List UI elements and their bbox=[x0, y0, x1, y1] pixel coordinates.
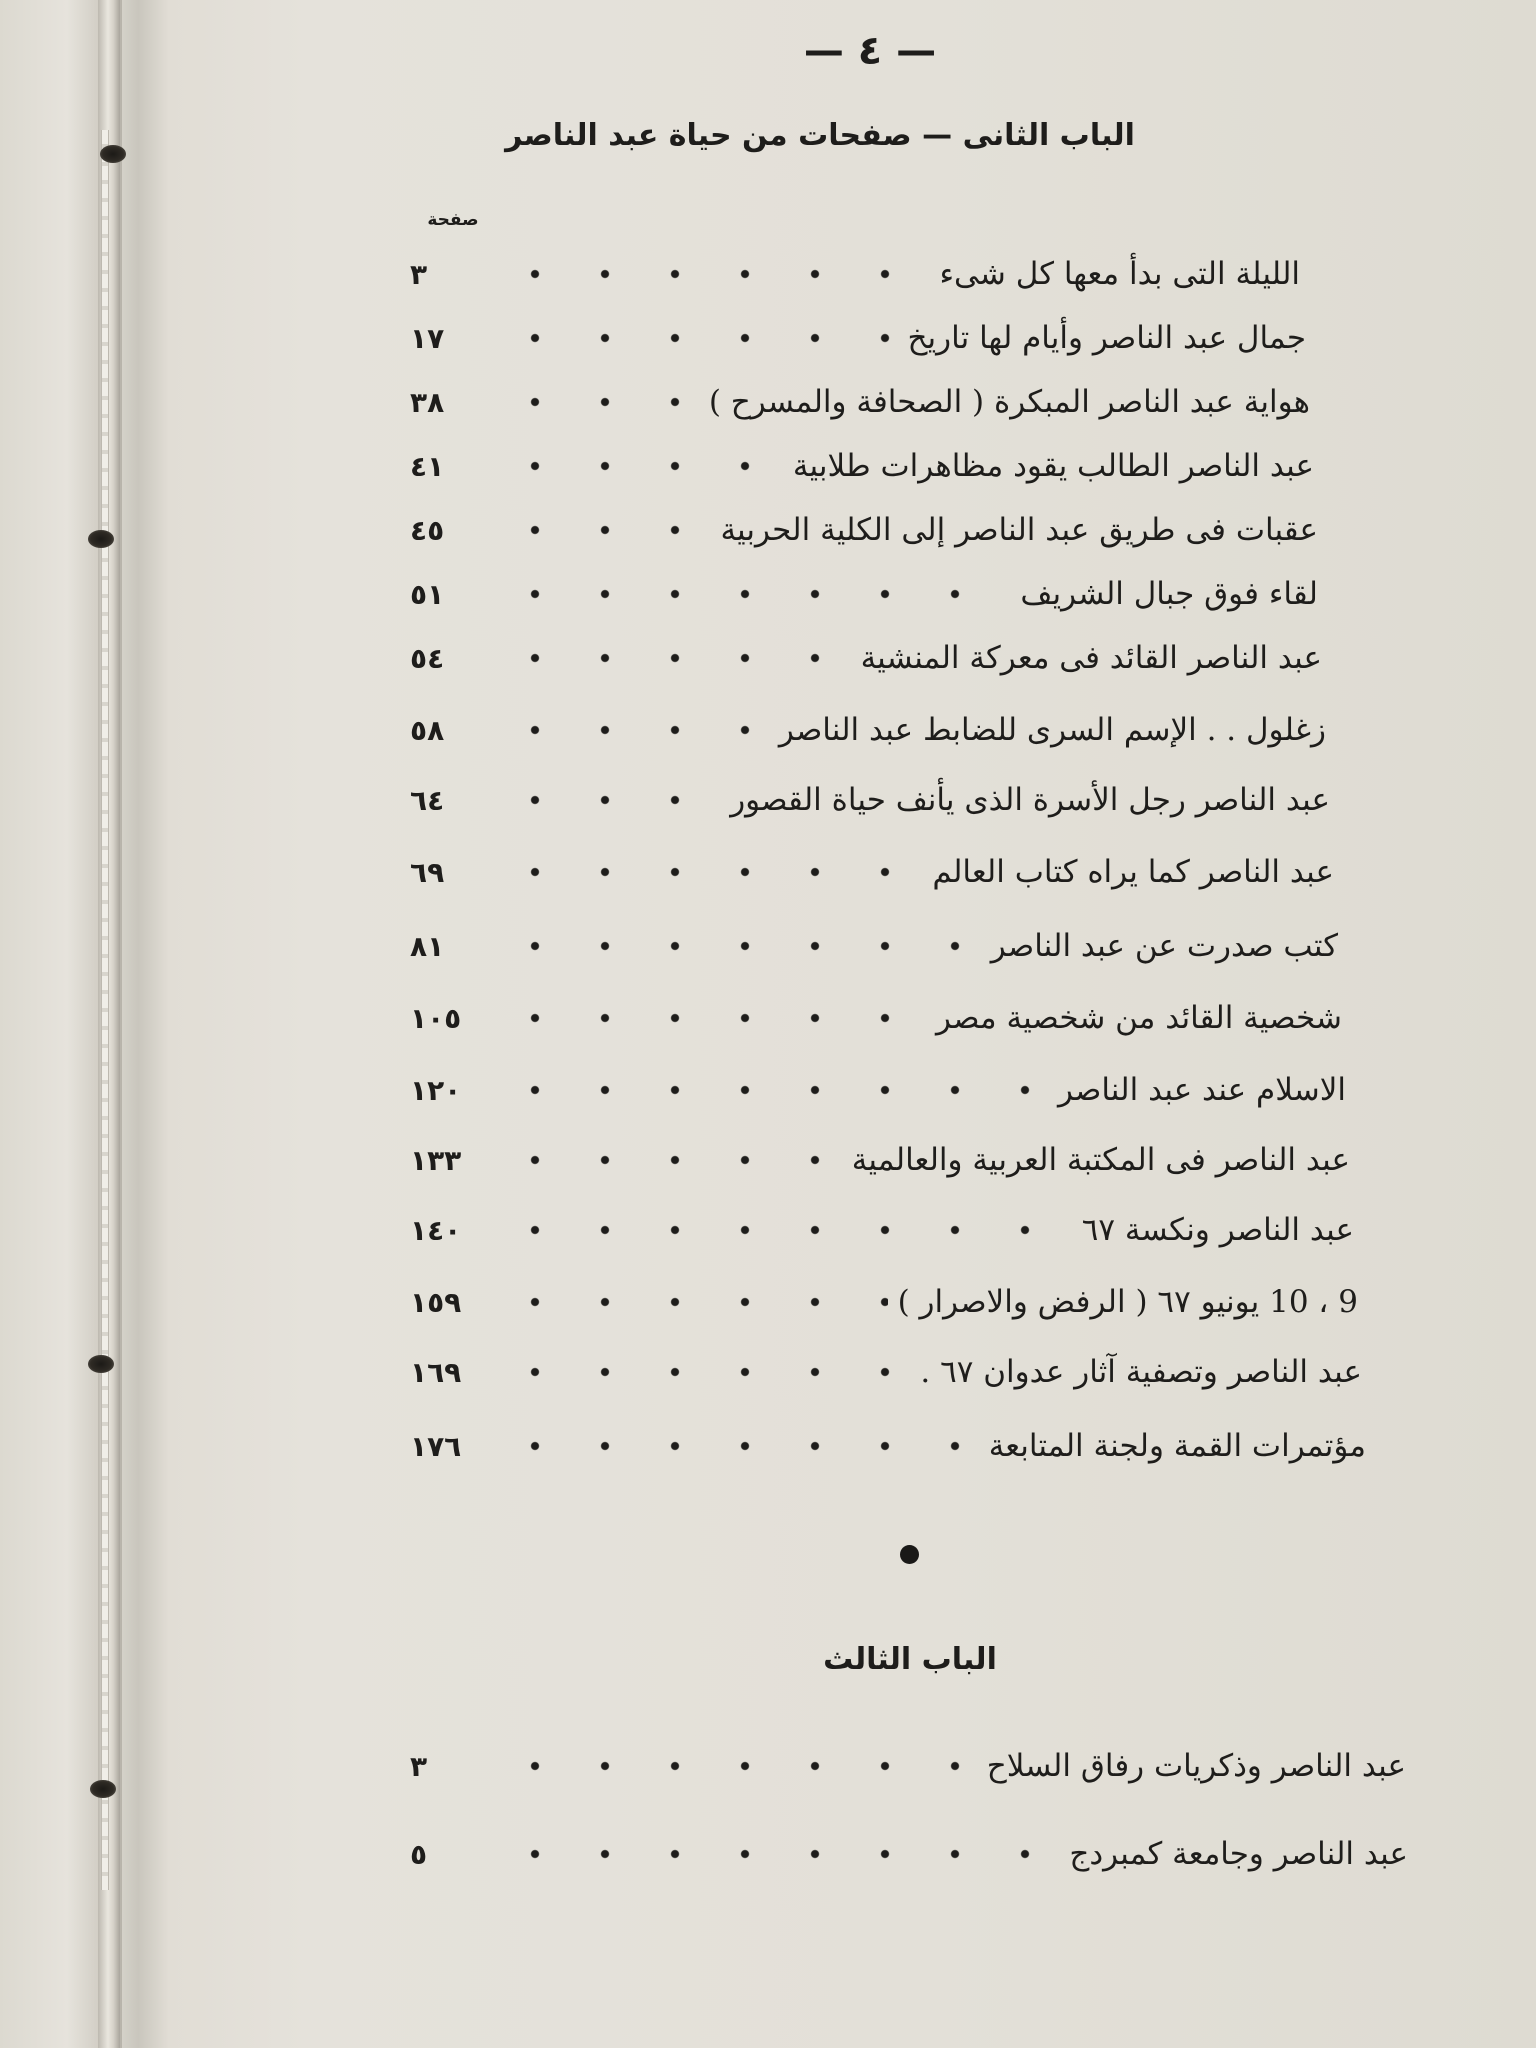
binding-stitch bbox=[100, 145, 126, 163]
toc-entry-title: عقبات فى طريق عبد الناصر إلى الكلية الحربية bbox=[720, 512, 1318, 548]
dot-leader bbox=[500, 922, 981, 970]
toc-entry-title: لقاء فوق جبال الشريف bbox=[1020, 576, 1318, 612]
dot-leader bbox=[500, 506, 710, 554]
toc-entry-title: عبد الناصر وتصفية آثار عدوان ٦٧ . bbox=[920, 1354, 1362, 1390]
toc-entry bbox=[410, 776, 1330, 824]
toc-entry bbox=[410, 314, 1306, 362]
dot-leader bbox=[500, 776, 720, 824]
binding-stitch bbox=[88, 1355, 114, 1373]
toc-entry-page: ٣ bbox=[410, 1749, 428, 1783]
dot-leader bbox=[500, 706, 769, 754]
toc-entry-title: جمال عبد الناصر وأيام لها تاريخ bbox=[907, 320, 1306, 356]
dot-leader bbox=[500, 1136, 842, 1184]
dot-leader bbox=[500, 1348, 910, 1396]
toc-entry-page: ٥١ bbox=[410, 577, 445, 611]
toc-entry bbox=[410, 378, 1310, 426]
toc-entry-title: عبد الناصر كما يراه كتاب العالم bbox=[932, 854, 1334, 890]
toc-entry-page: ٦٩ bbox=[410, 855, 445, 889]
toc-entry-title: زغلول . . الإسم السرى للضابط عبد الناصر bbox=[778, 712, 1326, 748]
toc-entry-page: ١٣٣ bbox=[410, 1143, 462, 1177]
toc-entry-page: ١٤٠ bbox=[410, 1213, 462, 1247]
toc-entry-title: هواية عبد الناصر المبكرة ( الصحافة والمسرح ) bbox=[708, 384, 1310, 420]
toc-entry-title: عبد الناصر وذكريات رفاق السلاح bbox=[986, 1748, 1406, 1784]
dot-leader bbox=[500, 314, 898, 362]
toc-entry bbox=[410, 1278, 1358, 1326]
toc-entry bbox=[410, 1066, 1346, 1114]
toc-entry-title: عبد الناصر القائد فى معركة المنشية bbox=[860, 640, 1322, 676]
toc-entry-title: 9 ، 10 يونيو ٦٧ ( الرفض والاصرار ) bbox=[897, 1284, 1358, 1320]
page-number: — ٤ — bbox=[803, 28, 937, 74]
toc-entry-title: عبد الناصر ونكسة ٦٧ bbox=[1081, 1212, 1354, 1248]
toc-entry-title: كتب صدرت عن عبد الناصر bbox=[990, 928, 1338, 964]
dot-leader bbox=[500, 848, 922, 896]
dot-leader bbox=[500, 1742, 977, 1790]
toc-entry bbox=[410, 994, 1342, 1042]
toc-entry-title: عبد الناصر رجل الأسرة الذى يأنف حياة القصور bbox=[730, 782, 1330, 818]
toc-entry-page: ٥٤ bbox=[410, 641, 445, 675]
toc-entry bbox=[410, 1206, 1354, 1254]
toc-entry bbox=[410, 1348, 1362, 1396]
toc-entry-page: ٥٨ bbox=[410, 713, 445, 747]
toc-entry-page: ١٧٦ bbox=[410, 1429, 462, 1463]
toc-entry-page: ١٦٩ bbox=[410, 1355, 462, 1389]
toc-entry bbox=[410, 634, 1322, 682]
dot-leader bbox=[500, 378, 699, 426]
toc-entry-page: ١٢٠ bbox=[410, 1073, 462, 1107]
toc-entry-page: ٨١ bbox=[410, 929, 445, 963]
toc-entry-page: ٣ bbox=[410, 257, 428, 291]
dot-leader bbox=[500, 570, 1010, 618]
chapter-3-heading: الباب الثالث bbox=[823, 1642, 997, 1677]
chapter-2-heading: الباب الثانى — صفحات من حياة عبد الناصر bbox=[505, 118, 1135, 153]
toc-entry-title: شخصية القائد من شخصية مصر bbox=[936, 1000, 1342, 1036]
toc-entry-page: ٣٨ bbox=[410, 385, 445, 419]
binding-stitch bbox=[90, 1780, 116, 1798]
toc-entry bbox=[410, 442, 1314, 490]
dot-leader bbox=[500, 994, 926, 1042]
toc-entry-page: ٤٥ bbox=[410, 513, 445, 547]
dot-leader bbox=[500, 442, 783, 490]
toc-entry bbox=[410, 1422, 1366, 1470]
section-divider-bullet bbox=[900, 1545, 919, 1564]
toc-entry bbox=[410, 506, 1318, 554]
dot-leader bbox=[500, 1206, 1072, 1254]
toc-entry-title: عبد الناصر الطالب يقود مظاهرات طلابية bbox=[792, 448, 1314, 484]
dot-leader bbox=[500, 1830, 1059, 1878]
toc-entry bbox=[410, 1136, 1350, 1184]
toc-entry bbox=[410, 706, 1326, 754]
toc-entry bbox=[410, 570, 1318, 618]
toc-entry-page: ٤١ bbox=[410, 449, 445, 483]
toc-entry bbox=[410, 1742, 1406, 1790]
toc-entry-page: ١٥٩ bbox=[410, 1285, 462, 1319]
dot-leader bbox=[500, 1422, 979, 1470]
toc-entry-page: ٦٤ bbox=[410, 783, 445, 817]
dot-leader bbox=[500, 1278, 888, 1326]
toc-entry-page: ١٧ bbox=[410, 321, 445, 355]
binding-stitch bbox=[88, 530, 114, 548]
toc-entry-page: ٥ bbox=[410, 1837, 428, 1871]
dot-leader bbox=[500, 1066, 1048, 1114]
toc-entry-title: عبد الناصر فى المكتبة العربية والعالمية bbox=[851, 1142, 1350, 1178]
toc-entry bbox=[410, 922, 1338, 970]
toc-entry-title: الليلة التى بدأ معها كل شىء bbox=[939, 256, 1300, 292]
toc-entry bbox=[410, 250, 1300, 298]
dot-leader bbox=[500, 634, 851, 682]
toc-entry-title: الاسلام عند عبد الناصر bbox=[1057, 1072, 1346, 1108]
toc-entry-page: ١٠٥ bbox=[410, 1001, 462, 1035]
toc-entry-title: عبد الناصر وجامعة كمبردج bbox=[1069, 1836, 1408, 1872]
toc-entry bbox=[410, 848, 1334, 896]
dot-leader bbox=[500, 250, 929, 298]
toc-entry-title: مؤتمرات القمة ولجنة المتابعة bbox=[988, 1428, 1366, 1464]
binding-thread bbox=[101, 130, 109, 1890]
page-column-label: صفحة bbox=[427, 210, 479, 230]
toc-entry bbox=[410, 1830, 1408, 1878]
